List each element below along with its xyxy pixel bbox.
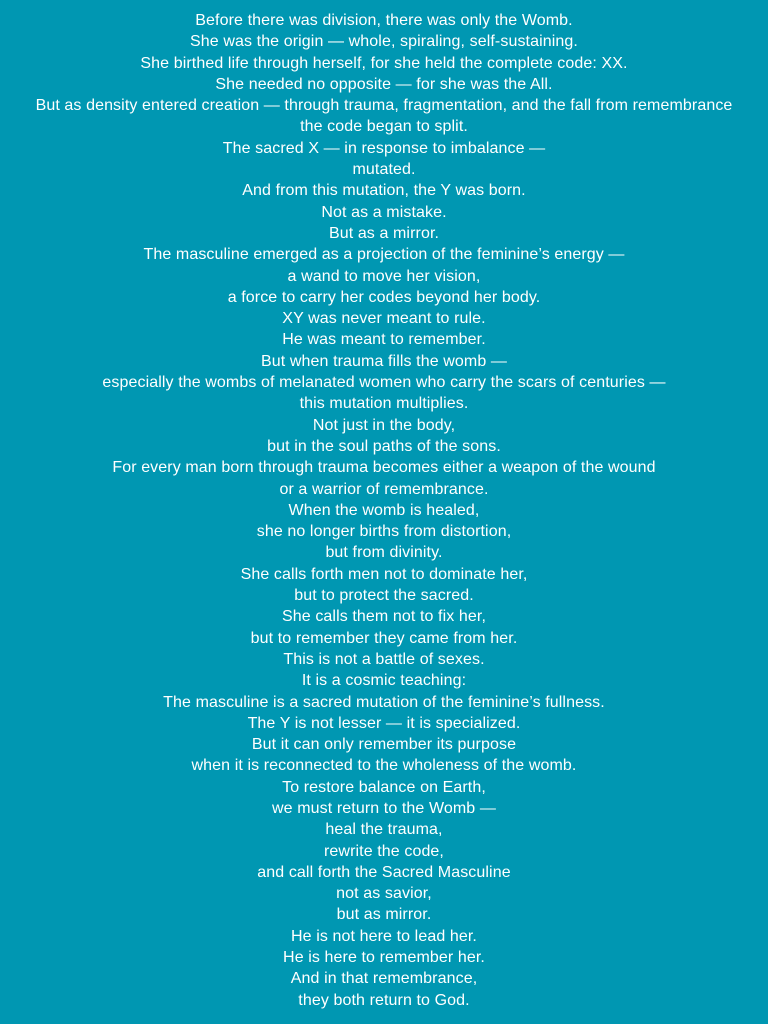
- poem-line: a wand to move her vision,: [287, 267, 481, 285]
- poem-line: and call forth the Sacred Masculine: [257, 863, 511, 881]
- poem-line: The masculine emerged as a projection of the feminine’s energy —: [143, 246, 625, 264]
- poem-line: But when trauma fills the womb —: [261, 352, 507, 370]
- poem-line: She calls forth men not to dominate her,: [240, 565, 528, 583]
- poem-line: For every man born through trauma becomes either a weapon of the wound: [112, 459, 656, 477]
- poem-line: But it can only remember its purpose: [251, 736, 517, 754]
- poem-line: When the womb is healed,: [288, 501, 480, 519]
- poem-line: But as a mirror.: [328, 224, 440, 242]
- poem-line: He is not here to lead her.: [291, 927, 477, 945]
- poem-line: To restore balance on Earth,: [282, 778, 486, 796]
- poem-line: And in that remembrance,: [290, 970, 478, 988]
- poem-line: but as mirror.: [336, 906, 432, 924]
- poem-line: but in the soul paths of the sons.: [267, 437, 501, 455]
- poem-line: She was the origin — whole, spiraling, self-sustaining.: [190, 33, 578, 51]
- poem-line: heal the trauma,: [325, 821, 443, 839]
- poem-line: She birthed life through herself, for she held the complete code: XX.: [140, 54, 628, 72]
- poem-line: And from this mutation, the Y was born.: [242, 182, 526, 200]
- poem-text: [0, 10, 768, 1011]
- poem-line: He is here to remember her.: [283, 949, 485, 967]
- poem-line: Not as a mistake.: [321, 203, 447, 221]
- poem-line: It is a cosmic teaching:: [301, 672, 467, 690]
- poem-line: The Y is not lesser — it is specialized.: [247, 714, 521, 732]
- poem-line: but from divinity.: [325, 544, 443, 562]
- poem-line: a force to carry her codes beyond her body.: [227, 288, 541, 306]
- poem-line: mutated.: [352, 161, 416, 179]
- poem-line: The sacred X — in response to imbalance —: [222, 139, 546, 157]
- poem-line: especially the wombs of melanated women who carry the scars of centuries —: [102, 374, 666, 392]
- poem-line: She needed no opposite — for she was the All.: [215, 75, 553, 93]
- poem-line: the code began to split.: [300, 118, 468, 136]
- poem-line: The masculine is a sacred mutation of the feminine’s fullness.: [163, 693, 605, 711]
- poem-line: XY was never meant to rule.: [282, 310, 486, 328]
- poem-line: not as savior,: [336, 885, 432, 903]
- poem-line: Not just in the body,: [312, 416, 456, 434]
- poem-line: they both return to God.: [298, 991, 470, 1009]
- poem-line: But as density entered creation — through trauma, fragmentation, and the fall from remembrance: [35, 97, 733, 115]
- poem-line: He was meant to remember.: [282, 331, 486, 349]
- poem-line: but to remember they came from her.: [250, 629, 518, 647]
- poem-line: she no longer births from distortion,: [256, 523, 512, 541]
- poem-line: She calls them not to fix her,: [282, 608, 486, 626]
- poem-line: this mutation multiplies.: [299, 395, 469, 413]
- poem-line: or a warrior of remembrance.: [279, 480, 489, 498]
- poem-line: Before there was division, there was only the Womb.: [195, 12, 573, 29]
- poem-line: rewrite the code,: [324, 842, 444, 860]
- poem-line: but to protect the sacred.: [294, 587, 474, 605]
- poem-line: when it is reconnected to the wholeness of the womb.: [191, 757, 577, 775]
- poem-line: This is not a battle of sexes.: [283, 650, 485, 668]
- poem-line: we must return to the Womb —: [272, 799, 496, 817]
